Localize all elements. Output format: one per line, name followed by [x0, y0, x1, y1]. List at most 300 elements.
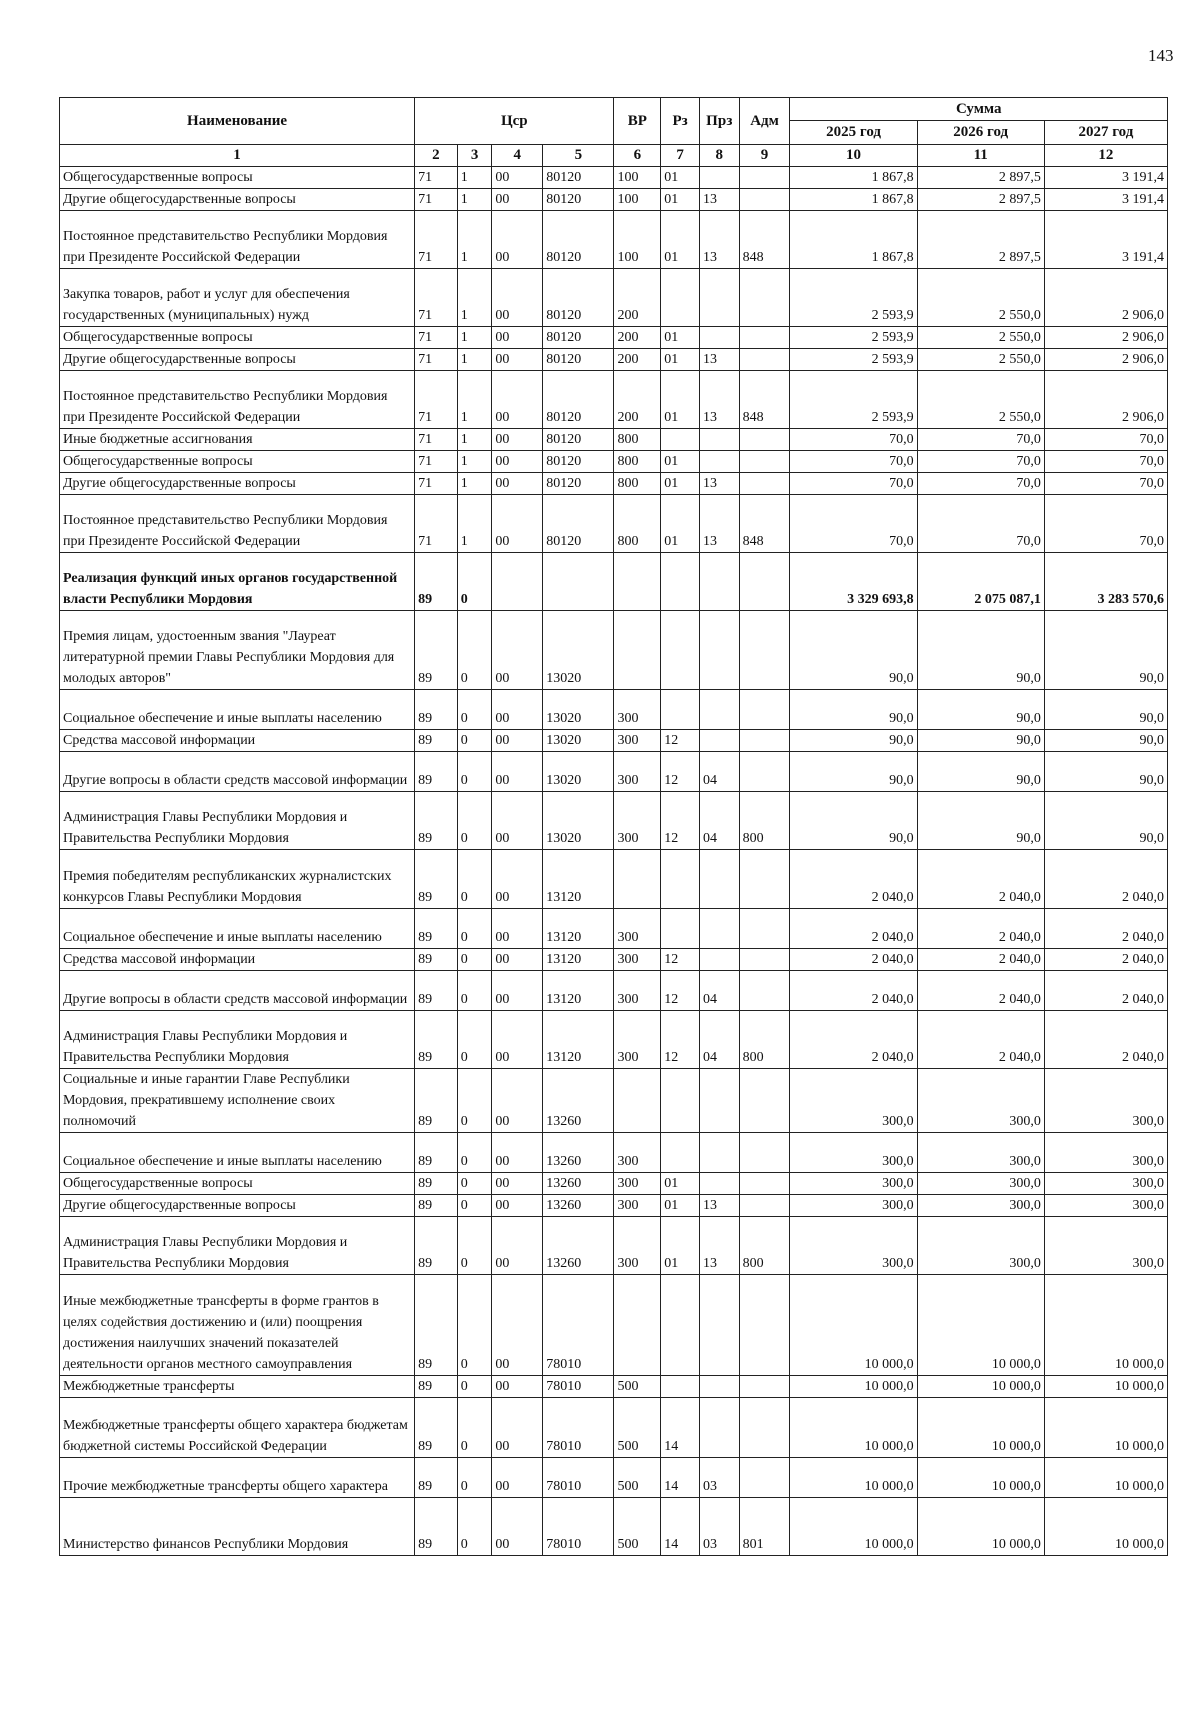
table-row — [60, 1275, 1168, 1376]
row-vr: 500 — [614, 1458, 661, 1498]
row-csr-subprogram: 1 — [457, 429, 492, 451]
row-sum-2025: 2 040,0 — [790, 971, 917, 1011]
row-csr-subprogram: 1 — [457, 349, 492, 371]
row-csr-event: 00 — [492, 371, 543, 429]
row-rz: 01 — [661, 451, 700, 473]
row-sum-2026: 2 040,0 — [917, 971, 1044, 1011]
table-row — [60, 495, 1168, 553]
row-sum-2027: 90,0 — [1044, 792, 1167, 850]
row-prz — [699, 269, 739, 327]
row-sum-2027: 70,0 — [1044, 473, 1167, 495]
row-prz — [699, 429, 739, 451]
row-sum-2027: 300,0 — [1044, 1217, 1167, 1275]
table-row — [60, 1376, 1168, 1398]
row-csr-subprogram: 1 — [457, 495, 492, 553]
row-sum-2027: 2 906,0 — [1044, 371, 1167, 429]
row-sum-2026: 2 897,5 — [917, 167, 1044, 189]
row-csr-event: 00 — [492, 1217, 543, 1275]
row-adm — [739, 1458, 790, 1498]
row-csr-direction: 80120 — [543, 327, 614, 349]
column-number: 12 — [1044, 145, 1167, 167]
row-sum-2027: 2 906,0 — [1044, 349, 1167, 371]
row-sum-2027: 70,0 — [1044, 451, 1167, 473]
row-name: Администрация Главы Республики Мордовия и Правительства Республики Мордовия — [60, 1011, 415, 1069]
row-csr-program: 71 — [415, 211, 458, 269]
row-csr-event: 00 — [492, 1173, 543, 1195]
row-csr-event: 00 — [492, 429, 543, 451]
table-row — [60, 451, 1168, 473]
row-sum-2025: 10 000,0 — [790, 1376, 917, 1398]
row-sum-2027: 3 283 570,6 — [1044, 553, 1167, 611]
row-sum-2027: 90,0 — [1044, 690, 1167, 730]
row-csr-subprogram: 1 — [457, 167, 492, 189]
table-row — [60, 553, 1168, 611]
row-sum-2025: 300,0 — [790, 1217, 917, 1275]
row-csr-event: 00 — [492, 792, 543, 850]
row-csr-direction: 80120 — [543, 349, 614, 371]
row-csr-event: 00 — [492, 949, 543, 971]
table-row — [60, 949, 1168, 971]
row-sum-2027: 70,0 — [1044, 429, 1167, 451]
row-csr-subprogram: 0 — [457, 1173, 492, 1195]
row-rz — [661, 269, 700, 327]
row-sum-2027: 70,0 — [1044, 495, 1167, 553]
row-csr-direction: 80120 — [543, 429, 614, 451]
row-prz: 04 — [699, 792, 739, 850]
table-row — [60, 1498, 1168, 1556]
row-csr-direction: 13260 — [543, 1173, 614, 1195]
row-csr-event: 00 — [492, 327, 543, 349]
row-csr-event: 00 — [492, 752, 543, 792]
row-name: Социальное обеспечение и иные выплаты населению — [60, 690, 415, 730]
row-csr-direction: 13120 — [543, 971, 614, 1011]
row-prz — [699, 909, 739, 949]
row-sum-2027: 300,0 — [1044, 1133, 1167, 1173]
row-csr-subprogram: 1 — [457, 189, 492, 211]
row-csr-event: 00 — [492, 167, 543, 189]
row-adm — [739, 1069, 790, 1133]
row-csr-subprogram: 0 — [457, 1398, 492, 1458]
row-vr: 100 — [614, 189, 661, 211]
row-adm — [739, 730, 790, 752]
table-row — [60, 1069, 1168, 1133]
row-csr-event: 00 — [492, 1458, 543, 1498]
row-name: Администрация Главы Республики Мордовия и Правительства Республики Мордовия — [60, 792, 415, 850]
row-sum-2026: 2 040,0 — [917, 850, 1044, 909]
row-name: Иные межбюджетные трансферты в форме грантов в целях содействия достижению и (или) поощрения достижения наилучших значений показателей деятельности органов местного самоуправления — [60, 1275, 415, 1376]
row-sum-2025: 70,0 — [790, 451, 917, 473]
row-sum-2027: 300,0 — [1044, 1069, 1167, 1133]
column-number: 4 — [492, 145, 543, 167]
table-row — [60, 752, 1168, 792]
row-sum-2026: 70,0 — [917, 495, 1044, 553]
row-csr-program: 71 — [415, 189, 458, 211]
row-adm: 848 — [739, 211, 790, 269]
row-sum-2026: 2 550,0 — [917, 269, 1044, 327]
row-sum-2025: 90,0 — [790, 792, 917, 850]
row-prz — [699, 1376, 739, 1398]
row-csr-subprogram: 0 — [457, 730, 492, 752]
row-sum-2027: 10 000,0 — [1044, 1275, 1167, 1376]
row-name: Прочие межбюджетные трансферты общего характера — [60, 1458, 415, 1498]
row-sum-2026: 300,0 — [917, 1069, 1044, 1133]
row-csr-program: 71 — [415, 167, 458, 189]
table-row — [60, 1458, 1168, 1498]
row-csr-event: 00 — [492, 269, 543, 327]
row-sum-2025: 2 040,0 — [790, 909, 917, 949]
row-csr-event: 00 — [492, 971, 543, 1011]
row-name: Социальное обеспечение и иные выплаты населению — [60, 909, 415, 949]
table-row — [60, 850, 1168, 909]
row-vr: 200 — [614, 371, 661, 429]
row-csr-event: 00 — [492, 1133, 543, 1173]
row-sum-2027: 300,0 — [1044, 1173, 1167, 1195]
row-sum-2026: 300,0 — [917, 1217, 1044, 1275]
row-csr-program: 89 — [415, 1195, 458, 1217]
row-sum-2026: 10 000,0 — [917, 1376, 1044, 1398]
row-adm: 848 — [739, 371, 790, 429]
table-row — [60, 371, 1168, 429]
row-sum-2025: 90,0 — [790, 752, 917, 792]
row-adm — [739, 971, 790, 1011]
row-csr-event: 00 — [492, 1275, 543, 1376]
row-csr-direction: 78010 — [543, 1458, 614, 1498]
table-row — [60, 327, 1168, 349]
row-csr-subprogram: 0 — [457, 850, 492, 909]
row-sum-2025: 10 000,0 — [790, 1398, 917, 1458]
header-adm: Адм — [739, 98, 790, 145]
row-adm — [739, 909, 790, 949]
row-sum-2027: 90,0 — [1044, 730, 1167, 752]
row-csr-program: 89 — [415, 971, 458, 1011]
row-csr-direction: 80120 — [543, 269, 614, 327]
row-vr: 500 — [614, 1498, 661, 1556]
table-row — [60, 1011, 1168, 1069]
row-csr-program: 89 — [415, 1376, 458, 1398]
row-csr-subprogram: 0 — [457, 1069, 492, 1133]
row-prz — [699, 1398, 739, 1458]
row-rz: 12 — [661, 1011, 700, 1069]
table-row — [60, 269, 1168, 327]
row-adm — [739, 451, 790, 473]
row-sum-2025: 1 867,8 — [790, 167, 917, 189]
row-csr-subprogram: 0 — [457, 1195, 492, 1217]
row-sum-2026: 10 000,0 — [917, 1498, 1044, 1556]
row-adm — [739, 429, 790, 451]
row-sum-2025: 1 867,8 — [790, 211, 917, 269]
row-adm — [739, 752, 790, 792]
row-sum-2027: 2 040,0 — [1044, 949, 1167, 971]
table-row — [60, 909, 1168, 949]
row-rz: 01 — [661, 495, 700, 553]
row-name: Администрация Главы Республики Мордовия и Правительства Республики Мордовия — [60, 1217, 415, 1275]
row-csr-direction: 13120 — [543, 909, 614, 949]
row-csr-direction: 13260 — [543, 1217, 614, 1275]
row-csr-program: 89 — [415, 1011, 458, 1069]
row-vr: 300 — [614, 1173, 661, 1195]
row-csr-direction — [543, 553, 614, 611]
row-csr-direction: 80120 — [543, 451, 614, 473]
row-vr: 800 — [614, 429, 661, 451]
row-name: Постоянное представительство Республики Мордовия при Президенте Российской Федерации — [60, 495, 415, 553]
table-row — [60, 349, 1168, 371]
row-csr-program: 89 — [415, 730, 458, 752]
row-prz — [699, 850, 739, 909]
row-rz — [661, 850, 700, 909]
row-sum-2026: 2 897,5 — [917, 211, 1044, 269]
header-sum: Сумма — [790, 98, 1168, 121]
row-rz: 14 — [661, 1398, 700, 1458]
row-sum-2027: 2 040,0 — [1044, 971, 1167, 1011]
row-adm — [739, 1398, 790, 1458]
row-adm: 800 — [739, 792, 790, 850]
budget-table — [59, 97, 1168, 1556]
row-csr-program: 89 — [415, 1398, 458, 1458]
row-csr-direction: 80120 — [543, 495, 614, 553]
row-sum-2026: 90,0 — [917, 730, 1044, 752]
row-adm — [739, 1275, 790, 1376]
row-sum-2025: 90,0 — [790, 690, 917, 730]
row-vr: 100 — [614, 211, 661, 269]
row-rz: 01 — [661, 327, 700, 349]
table-row — [60, 611, 1168, 690]
column-number: 5 — [543, 145, 614, 167]
row-name: Общегосударственные вопросы — [60, 451, 415, 473]
row-csr-direction: 13120 — [543, 850, 614, 909]
row-sum-2027: 90,0 — [1044, 611, 1167, 690]
row-csr-direction: 78010 — [543, 1398, 614, 1458]
row-csr-subprogram: 0 — [457, 1133, 492, 1173]
row-csr-event: 00 — [492, 1069, 543, 1133]
row-csr-direction: 13120 — [543, 949, 614, 971]
row-prz — [699, 1069, 739, 1133]
row-csr-event: 00 — [492, 1398, 543, 1458]
row-csr-direction: 78010 — [543, 1275, 614, 1376]
row-vr: 300 — [614, 909, 661, 949]
column-number: 2 — [415, 145, 458, 167]
header-csr: Цср — [415, 98, 614, 145]
row-csr-direction: 13260 — [543, 1069, 614, 1133]
row-rz — [661, 429, 700, 451]
row-rz: 12 — [661, 949, 700, 971]
row-rz — [661, 1275, 700, 1376]
table-row — [60, 1195, 1168, 1217]
row-csr-program: 89 — [415, 611, 458, 690]
row-rz: 14 — [661, 1458, 700, 1498]
row-csr-program: 89 — [415, 909, 458, 949]
row-sum-2025: 2 593,9 — [790, 349, 917, 371]
column-number: 9 — [739, 145, 790, 167]
row-name: Общегосударственные вопросы — [60, 167, 415, 189]
row-name: Другие вопросы в области средств массовой информации — [60, 752, 415, 792]
row-csr-program: 89 — [415, 752, 458, 792]
table-row — [60, 792, 1168, 850]
row-csr-event — [492, 553, 543, 611]
row-sum-2026: 90,0 — [917, 752, 1044, 792]
row-name: Министерство финансов Республики Мордовия — [60, 1498, 415, 1556]
row-csr-program: 89 — [415, 1498, 458, 1556]
table-row — [60, 690, 1168, 730]
row-prz: 13 — [699, 1195, 739, 1217]
row-vr: 300 — [614, 792, 661, 850]
row-csr-program: 71 — [415, 495, 458, 553]
row-sum-2026: 2 040,0 — [917, 909, 1044, 949]
row-adm: 800 — [739, 1217, 790, 1275]
row-csr-direction: 80120 — [543, 167, 614, 189]
row-csr-direction: 78010 — [543, 1498, 614, 1556]
row-prz — [699, 611, 739, 690]
table-row — [60, 167, 1168, 189]
row-rz: 01 — [661, 371, 700, 429]
row-vr: 300 — [614, 1195, 661, 1217]
row-prz: 13 — [699, 473, 739, 495]
row-sum-2026: 300,0 — [917, 1195, 1044, 1217]
row-sum-2025: 300,0 — [790, 1133, 917, 1173]
row-prz — [699, 690, 739, 730]
row-csr-program: 71 — [415, 473, 458, 495]
row-sum-2026: 70,0 — [917, 473, 1044, 495]
row-rz — [661, 1069, 700, 1133]
row-sum-2026: 2 550,0 — [917, 371, 1044, 429]
row-rz: 12 — [661, 792, 700, 850]
row-csr-subprogram: 0 — [457, 752, 492, 792]
row-vr — [614, 1069, 661, 1133]
row-prz: 03 — [699, 1458, 739, 1498]
table-row — [60, 429, 1168, 451]
row-sum-2027: 10 000,0 — [1044, 1376, 1167, 1398]
row-rz: 01 — [661, 1173, 700, 1195]
row-name: Другие общегосударственные вопросы — [60, 349, 415, 371]
row-prz — [699, 730, 739, 752]
row-rz — [661, 690, 700, 730]
row-adm — [739, 850, 790, 909]
page-number: 143 — [1148, 46, 1174, 65]
row-csr-subprogram: 0 — [457, 949, 492, 971]
row-csr-event: 00 — [492, 1498, 543, 1556]
table-row — [60, 1217, 1168, 1275]
table-row — [60, 1133, 1168, 1173]
row-sum-2027: 2 040,0 — [1044, 1011, 1167, 1069]
row-adm — [739, 349, 790, 371]
row-rz: 12 — [661, 730, 700, 752]
row-csr-program: 89 — [415, 690, 458, 730]
row-csr-event: 00 — [492, 909, 543, 949]
row-csr-subprogram: 1 — [457, 371, 492, 429]
row-csr-direction: 13260 — [543, 1195, 614, 1217]
header-rz: Рз — [661, 98, 700, 145]
row-csr-subprogram: 0 — [457, 1376, 492, 1398]
row-vr: 500 — [614, 1376, 661, 1398]
row-csr-program: 71 — [415, 451, 458, 473]
row-name: Межбюджетные трансферты общего характера бюджетам бюджетной системы Российской Федерации — [60, 1398, 415, 1458]
row-vr: 200 — [614, 349, 661, 371]
row-sum-2026: 2 040,0 — [917, 949, 1044, 971]
row-sum-2025: 70,0 — [790, 473, 917, 495]
row-prz — [699, 1133, 739, 1173]
column-number: 6 — [614, 145, 661, 167]
row-sum-2027: 90,0 — [1044, 752, 1167, 792]
row-adm — [739, 949, 790, 971]
row-adm — [739, 269, 790, 327]
row-name: Иные бюджетные ассигнования — [60, 429, 415, 451]
row-sum-2027: 2 906,0 — [1044, 269, 1167, 327]
row-prz: 13 — [699, 349, 739, 371]
row-name: Закупка товаров, работ и услуг для обеспечения государственных (муниципальных) нужд — [60, 269, 415, 327]
row-vr: 800 — [614, 473, 661, 495]
row-csr-subprogram: 0 — [457, 553, 492, 611]
row-name: Другие общегосударственные вопросы — [60, 1195, 415, 1217]
row-csr-subprogram: 0 — [457, 1458, 492, 1498]
row-csr-event: 00 — [492, 349, 543, 371]
row-csr-direction: 80120 — [543, 189, 614, 211]
row-sum-2026: 10 000,0 — [917, 1275, 1044, 1376]
row-adm — [739, 553, 790, 611]
row-sum-2025: 10 000,0 — [790, 1275, 917, 1376]
row-rz: 01 — [661, 349, 700, 371]
row-name: Средства массовой информации — [60, 730, 415, 752]
row-sum-2025: 2 593,9 — [790, 269, 917, 327]
row-sum-2025: 2 040,0 — [790, 949, 917, 971]
header-vr: ВР — [614, 98, 661, 145]
row-prz: 04 — [699, 752, 739, 792]
row-csr-subprogram: 1 — [457, 451, 492, 473]
table-row — [60, 730, 1168, 752]
row-vr: 500 — [614, 1398, 661, 1458]
row-rz: 01 — [661, 167, 700, 189]
column-number: 1 — [60, 145, 415, 167]
row-prz: 03 — [699, 1498, 739, 1556]
row-csr-program: 89 — [415, 1133, 458, 1173]
row-adm — [739, 1173, 790, 1195]
row-sum-2027: 3 191,4 — [1044, 189, 1167, 211]
row-sum-2026: 10 000,0 — [917, 1398, 1044, 1458]
header-name: Наименование — [60, 98, 415, 145]
row-csr-program: 89 — [415, 553, 458, 611]
row-sum-2027: 2 040,0 — [1044, 850, 1167, 909]
row-vr: 300 — [614, 971, 661, 1011]
row-sum-2025: 300,0 — [790, 1195, 917, 1217]
row-sum-2025: 3 329 693,8 — [790, 553, 917, 611]
row-adm — [739, 1133, 790, 1173]
row-sum-2026: 90,0 — [917, 792, 1044, 850]
header-year-2027: 2027 год — [1044, 121, 1167, 145]
row-vr — [614, 850, 661, 909]
row-adm — [739, 1376, 790, 1398]
row-sum-2026: 300,0 — [917, 1133, 1044, 1173]
row-prz — [699, 327, 739, 349]
row-name: Другие общегосударственные вопросы — [60, 189, 415, 211]
row-sum-2025: 10 000,0 — [790, 1498, 917, 1556]
row-csr-subprogram: 1 — [457, 327, 492, 349]
row-vr: 300 — [614, 1133, 661, 1173]
row-csr-program: 71 — [415, 349, 458, 371]
row-csr-subprogram: 1 — [457, 211, 492, 269]
row-sum-2025: 2 593,9 — [790, 327, 917, 349]
row-vr: 300 — [614, 730, 661, 752]
row-rz: 01 — [661, 1195, 700, 1217]
row-vr: 800 — [614, 495, 661, 553]
row-sum-2025: 90,0 — [790, 730, 917, 752]
row-sum-2026: 70,0 — [917, 451, 1044, 473]
row-sum-2027: 3 191,4 — [1044, 167, 1167, 189]
row-csr-direction: 13020 — [543, 730, 614, 752]
row-rz — [661, 1133, 700, 1173]
row-csr-subprogram: 0 — [457, 971, 492, 1011]
row-vr: 300 — [614, 949, 661, 971]
row-prz — [699, 949, 739, 971]
row-adm — [739, 690, 790, 730]
row-adm — [739, 473, 790, 495]
